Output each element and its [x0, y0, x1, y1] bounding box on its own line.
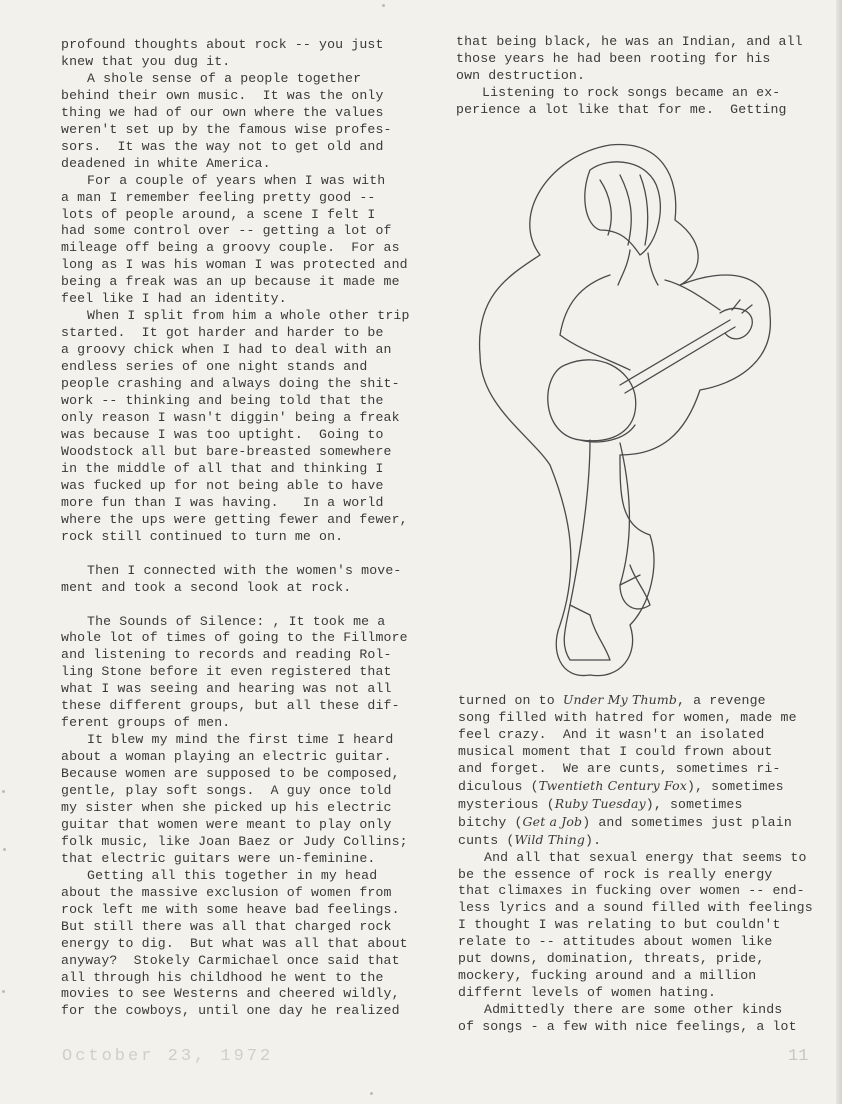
right-column-bottom: [458, 692, 834, 1036]
right-column-top: [456, 34, 826, 119]
song-title: Get a Job: [522, 813, 583, 829]
text-line: that climaxes in fucking over women -- end-: [458, 883, 805, 899]
text-line: that being black, he was an Indian, and all: [456, 34, 803, 49]
text-line: relate to -- attitudes about women like: [458, 934, 773, 950]
text-line: energy to dig. But what was all that about: [61, 935, 408, 951]
text-line: bitchy (Get a Job) and sometimes just plain: [458, 813, 792, 830]
text-line: guitar that women were meant to play only: [61, 816, 392, 832]
text-line: about a woman playing an electric guitar.: [61, 749, 392, 765]
text-line: mysterious (Ruby Tuesday), sometimes: [458, 795, 743, 812]
text-line: musical moment that I could frown about: [458, 743, 773, 759]
text-line: I thought I was relating to but couldn't: [458, 917, 781, 933]
text-line: for the cowboys, until one day he realized: [61, 1003, 400, 1019]
text-line: be the essence of rock is really energy: [458, 866, 773, 882]
speck: [3, 848, 6, 851]
right-column-bottom-rest: [458, 850, 834, 1036]
text-line: feel crazy. And it wasn't an isolated: [458, 726, 765, 742]
text-line: ling Stone before it even registered that: [61, 664, 392, 680]
text-line: When I split from him a whole other trip: [87, 308, 410, 324]
text-line: put downs, domination, threats, pride,: [458, 951, 765, 967]
text-line: those years he had been rooting for his: [456, 50, 771, 66]
text-line: people crashing and always doing the shit-: [61, 376, 400, 392]
text-line: work -- thinking and being told that the: [61, 393, 384, 409]
speck: [370, 1092, 373, 1095]
guitarist-illustration: [470, 135, 790, 680]
footer-date: October 23, 1972: [62, 1047, 274, 1066]
text-line: was fucked up for not being able to have: [61, 477, 384, 493]
text-line: And all that sexual energy that seems to: [484, 849, 807, 865]
text-line: folk music, like Joan Baez or Judy Collins;: [61, 833, 408, 849]
speck: [2, 990, 5, 993]
text-line: anyway? Stokely Carmichael once said that: [61, 952, 400, 968]
text-line: and listening to records and reading Rol-: [61, 647, 392, 663]
song-title: Under My Thumb: [562, 692, 678, 707]
text-line: ment and took a second look at rock.: [61, 579, 352, 595]
text-line: Admittedly there are some other kinds: [484, 1002, 783, 1018]
page-number: 11: [788, 1047, 809, 1066]
text-line: rock left me with some heave bad feelings.: [61, 901, 400, 917]
text-line: Listening to rock songs became an ex-: [482, 84, 781, 100]
text-line: a man I remember feeling pretty good --: [61, 189, 376, 205]
text-line: knew that you dug it.: [61, 53, 231, 69]
text-line: cunts (Wild Thing).: [458, 831, 602, 848]
text-line: what I was seeing and hearing was not all: [61, 681, 392, 697]
text-line: differnt levels of women hating.: [458, 985, 717, 1001]
text-line: weren't set up by the famous wise profes-: [61, 121, 392, 137]
text-line: song filled with hatred for women, made me: [458, 709, 797, 725]
song-title: Ruby Tuesday: [554, 795, 646, 811]
text-line: that electric guitars were un-feminine.: [61, 850, 376, 866]
text-line: A shole sense of a people together: [87, 70, 362, 86]
text-line: my sister when she picked up his electric: [61, 799, 392, 815]
text-line: sors. It was the way not to get old and: [61, 138, 384, 154]
text-line: long as I was his woman I was protected and: [61, 257, 408, 273]
text-line: whole lot of times of going to the Fillmore: [61, 630, 408, 646]
left-column: [61, 37, 441, 1020]
text-line: profound thoughts about rock -- you just: [61, 37, 384, 52]
text-line: lots of people around, a scene I felt I: [61, 206, 376, 222]
text-line: It blew my mind the first time I heard: [87, 732, 394, 748]
text-line: mockery, fucking around and a million: [458, 968, 757, 984]
text-line: thing we had of our own where the values: [61, 104, 384, 120]
text-line: Woodstock all but bare-breasted somewhere: [61, 443, 392, 459]
text-line: Because women are supposed to be composed,: [61, 766, 400, 782]
text-line: ferent groups of men.: [61, 715, 231, 731]
text-line: about the massive exclusion of women from: [61, 884, 392, 900]
paragraph-gap: [61, 546, 441, 563]
text-line: where the ups were getting fewer and fewer,: [61, 511, 408, 527]
text-line: in the middle of all that and thinking I: [61, 460, 384, 476]
text-line: deadened in white America.: [61, 155, 271, 171]
text-line: had some control over -- getting a lot of: [61, 223, 392, 239]
text-line: gentle, play soft songs. A guy once told: [61, 783, 392, 799]
text-line: more fun than I was having. In a world: [61, 494, 384, 510]
page-edge: [836, 0, 842, 1104]
speck: [382, 4, 385, 7]
text-line: For a couple of years when I was with: [87, 172, 386, 188]
text-line: But still there was all that charged rock: [61, 918, 392, 934]
song-title: Twentieth Century Fox: [538, 777, 687, 793]
text-line: a groovy chick when I had to deal with an: [61, 342, 392, 358]
text-line: only reason I wasn't diggin' being a freak: [61, 409, 400, 425]
text-line: these different groups, but all these dif-: [61, 698, 400, 714]
text-line: of songs - a few with nice feelings, a lot: [458, 1019, 797, 1035]
text-line: movies to see Westerns and cheered wildly,: [61, 986, 400, 1002]
text-line: was because I was too uptight. Going to: [61, 426, 384, 442]
text-line: behind their own music. It was the only: [61, 87, 384, 103]
paragraph-gap: [61, 597, 441, 614]
text-line: being a freak was an up because it made me: [61, 274, 400, 290]
text-line: The Sounds of Silence: , It took me a: [87, 613, 386, 629]
text-line: Getting all this together in my head: [87, 867, 378, 883]
text-line: turned on to Under My Thumb, a revenge: [458, 692, 766, 708]
text-line: diculous (Twentieth Century Fox), sometimes: [458, 777, 784, 794]
text-line: less lyrics and a sound filled with feelings: [458, 900, 813, 916]
text-line: mileage off being a groovy couple. For as: [61, 240, 400, 256]
text-line: all through his childhood he went to the: [61, 969, 384, 985]
text-line: Then I connected with the women's move-: [87, 562, 402, 578]
text-line: feel like I had an identity.: [61, 291, 287, 307]
text-line: started. It got harder and harder to be: [61, 325, 384, 341]
text-line: endless series of one night stands and: [61, 359, 368, 375]
text-line: rock still continued to turn me on.: [61, 528, 344, 544]
text-line: and forget. We are cunts, sometimes ri-: [458, 760, 781, 776]
song-title: Wild Thing: [514, 831, 585, 847]
speck: [2, 790, 5, 793]
text-line: own destruction.: [456, 67, 586, 83]
text-line: perience a lot like that for me. Getting: [456, 101, 787, 117]
